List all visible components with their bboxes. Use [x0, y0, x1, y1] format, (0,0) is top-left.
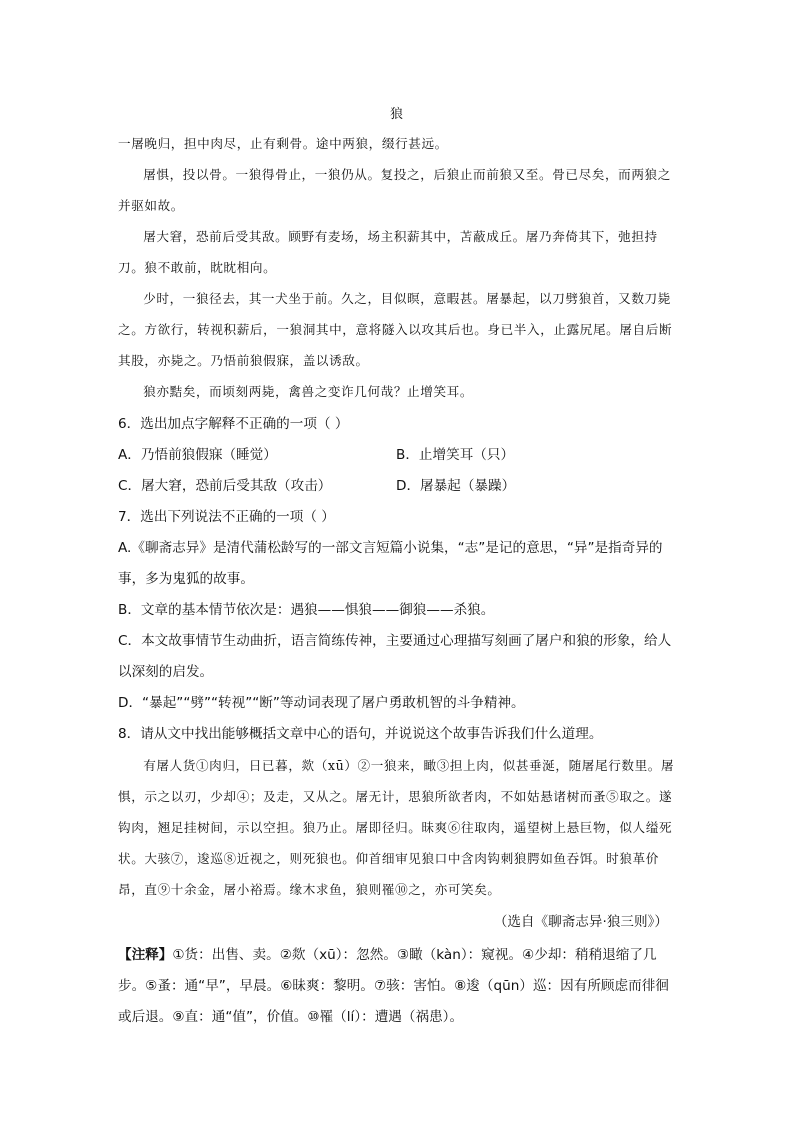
passage-paragraph-2: 屠惧，投以骨。一狼得骨止，一狼仍从。复投之，后狼止而前狼又至。骨已尽矣，而两狼之并驱如故。 — [118, 167, 671, 213]
question-7-option-a: A.《聊斋志异》是清代蒲松龄写的一部文言短篇小说集，“志”是记的意思，“异”是指奇异的事，多为鬼狐的故事。 — [118, 540, 663, 587]
question-7-stem: 7．选出下列说法不正确的一项（ ） — [118, 509, 335, 525]
passage-paragraph-3: 屠大窘，恐前后受其敌。顾野有麦场，场主积薪其中，苫蔽成丘。屠乃奔倚其下，弛担持刀。狼不敢前，眈眈相向。 — [118, 229, 658, 275]
passage-source: （选自《聊斋志异·狼三则》） — [493, 914, 668, 930]
question-8-stem: 8．请从文中找出能够概括文章中心的语句，并说说这个故事告诉我们什么道理。 — [118, 726, 603, 742]
question-6-stem: 6．选出加点字解释不正确的一项（ ） — [118, 416, 349, 432]
question-6-option-a: A．乃悟前狼假寐（睡觉） — [118, 447, 277, 463]
passage-paragraph-5: 狼亦黠矣，而顷刻两毙，禽兽之变诈几何哉？止增笑耳。 — [143, 384, 474, 399]
question-7-option-b: B．文章的基本情节依次是：遇狼——惧狼——御狼——杀狼。 — [118, 602, 495, 618]
question-6-options-row-1 — [118, 440, 678, 471]
question-6-option-c: C．屠大窘，恐前后受其敌（攻击） — [118, 478, 332, 494]
question-7-option-c: C．本文故事情节生动曲折，语言简练传神，主要通过心理描写刻画了屠户和狼的形象，给人以深刻的启发。 — [118, 633, 672, 680]
question-7-option-d: D．“暴起”“劈”“转视”“断”等动词表现了屠户勇敢机智的斗争精神。 — [118, 695, 525, 711]
annotations-label: 【注释】 — [118, 947, 173, 963]
passage-title: 狼 — [389, 107, 404, 122]
passage-paragraph-4: 少时，一狼径去，其一犬坐于前。久之，目似暝，意暇甚。屠暴起，以刀劈狼首，又数刀毙之。方欲行，转视积薪后，一狼洞其中，意将隧入以攻其后也。身已半入，止露尻尾。屠自后断其股，亦毙之。乃悟前狼假寐，盖以诱敌。 — [118, 291, 673, 368]
passage-paragraph-1: 一屠晚归，担中肉尽，止有剩骨。途中两狼，缀行甚远。 — [118, 136, 448, 151]
annotations-text: ①货：出售、卖。②欻（xū）：忽然。③瞰（kàn）：窥视。④少却：稍稍退缩了几步。⑤蚤：通“早”，早晨。⑥昧爽：黎明。⑦骇：害怕。⑧逡（qūn）巡：因有所顾虑而徘徊或后退。⑨直：通“值”，价值。⑩罹（lí）：遭遇（祸患）。 — [118, 947, 669, 1025]
question-6-option-b: B．止增笑耳（只） — [396, 447, 515, 463]
question-6-option-d: D．屠暴起（暴躁） — [396, 478, 516, 494]
annotations — [118, 940, 678, 1033]
question-6-options-row-2 — [118, 471, 678, 502]
extended-passage: 有屠人货①肉归，日已暮，欻（xū）②一狼来，瞰③担上肉，似甚垂涎，随屠尾行数里。屠惧，示之以刃，少却④；及走，又从之。屠无计，思狼所欲者肉，不如姑悬诸树而蚤⑤取之。遂钩肉，翘足挂树间，示以空担。狼乃止。屠即径归。昧爽⑥往取肉，遥望树上悬巨物，似人缢死状。大骇⑦，逡巡⑧近视之，则死狼也。仰首细审见狼口中含肉钩刺狼腭如鱼吞饵。时狼革价昂，直⑨十余金，屠小裕焉。缘木求鱼，狼则罹⑩之，亦可笑矣。 — [118, 758, 675, 897]
